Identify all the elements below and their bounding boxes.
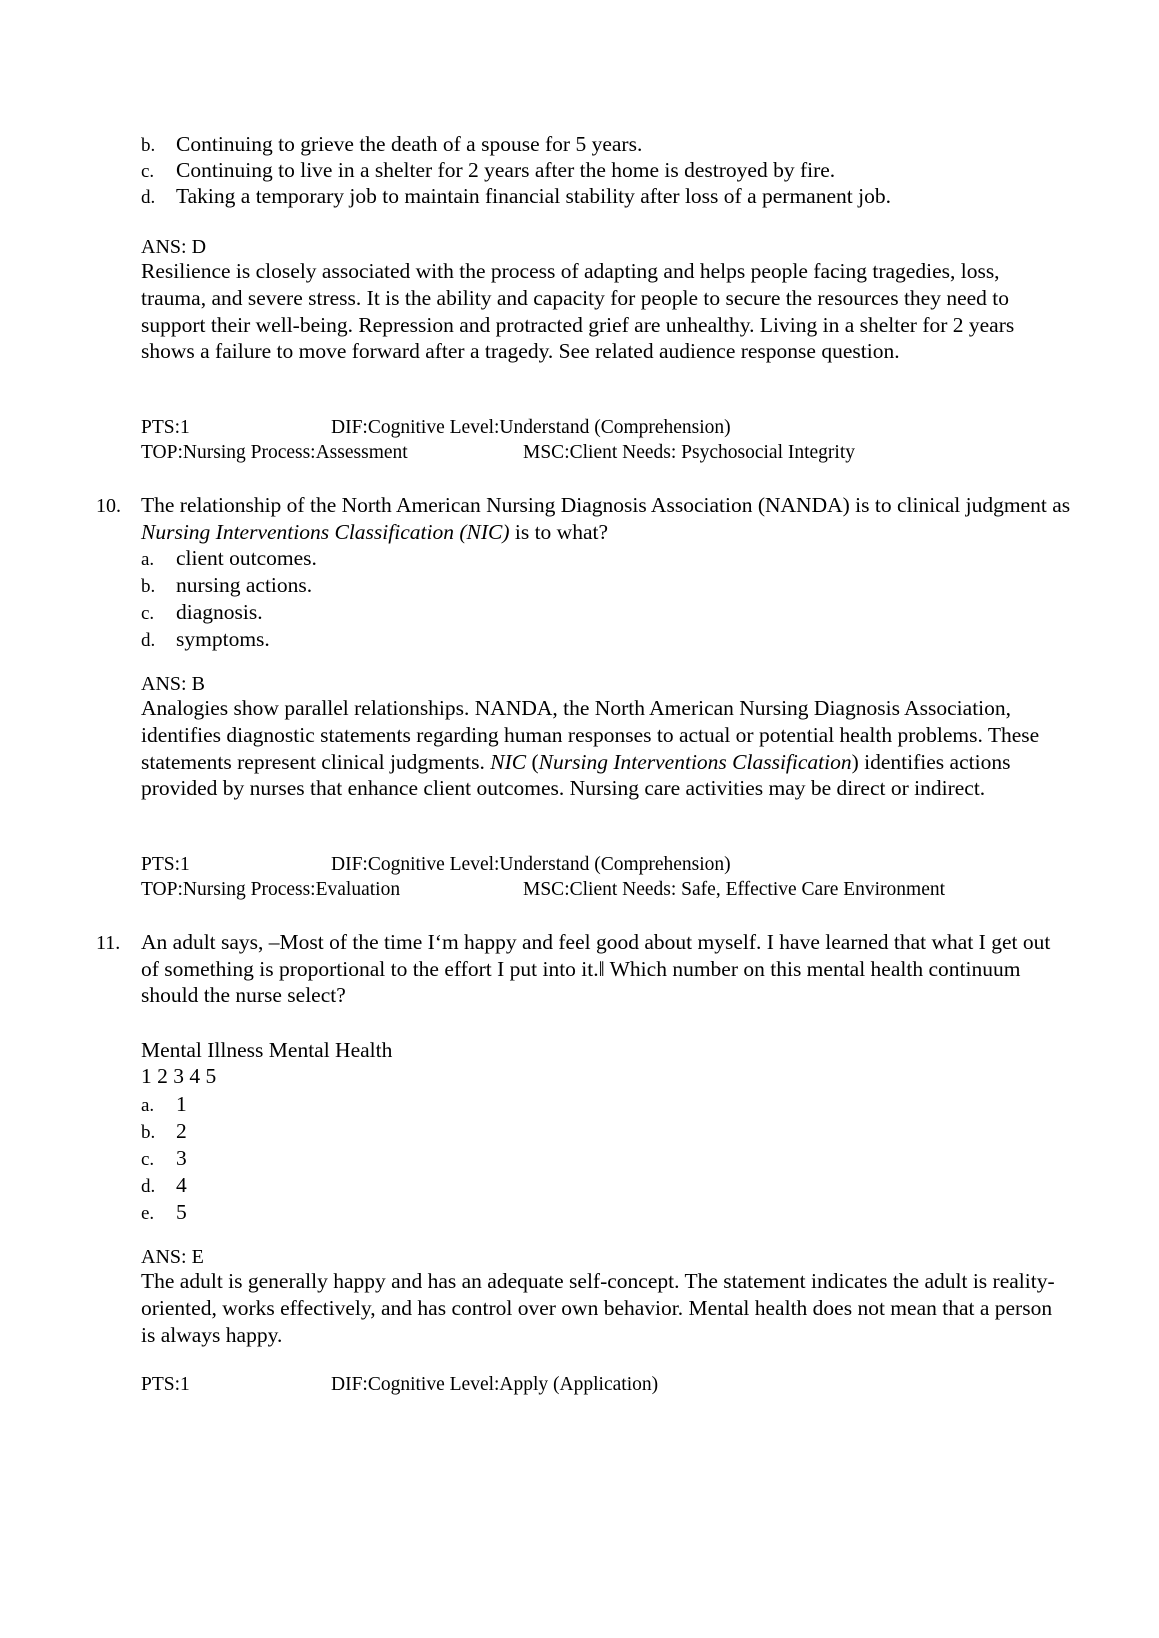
option-letter: c. xyxy=(141,603,155,624)
option-text: Continuing to grieve the death of a spouse for 5 years. xyxy=(176,132,643,156)
q10-pts: PTS:1 xyxy=(141,854,190,875)
q11-answer: ANS: E xyxy=(141,1246,204,1268)
option-letter: a. xyxy=(141,549,155,570)
q9-pts: PTS:1 xyxy=(141,417,190,438)
q9-top: TOP:Nursing Process:Assessment xyxy=(141,442,408,463)
q10-stem xyxy=(141,492,1071,545)
option-letter: e. xyxy=(141,1203,155,1224)
q10-number: 10. xyxy=(96,495,121,517)
q10-rationale-text: ( xyxy=(526,749,539,774)
q10-rationale-italic: NIC xyxy=(490,749,527,774)
q11-number: 11. xyxy=(96,932,121,954)
q9-dif: DIF:Cognitive Level:Understand (Comprehension) xyxy=(331,417,731,438)
option-letter: c. xyxy=(141,161,155,182)
option-text: Taking a temporary job to maintain financial stability after loss of a permanent job. xyxy=(176,184,891,208)
q11-dif: DIF:Cognitive Level:Apply (Application) xyxy=(331,1374,659,1395)
q10-top: TOP:Nursing Process:Evaluation xyxy=(141,879,401,900)
q10-answer: ANS: B xyxy=(141,673,205,695)
q9-option-b xyxy=(141,131,642,157)
q11-continuum-numbers: 1 2 3 4 5 xyxy=(141,1064,217,1088)
q11-rationale: The adult is generally happy and has an adequate self-concept. The statement indicates the adult is reality-oriented, works effectively, and has control over own behavior. Mental health does not mean that a person is always happy. xyxy=(141,1269,1055,1347)
option-text: 1 xyxy=(176,1092,187,1116)
q10-dif: DIF:Cognitive Level:Understand (Comprehension) xyxy=(331,854,731,875)
q10-rationale xyxy=(141,695,1061,802)
option-letter: b. xyxy=(141,576,156,597)
option-text: 5 xyxy=(176,1200,187,1224)
q9-answer: ANS: D xyxy=(141,236,207,258)
q9-rationale: Resilience is closely associated with the process of adapting and helps people facing tragedies, loss, trauma, and severe stress. It is the ability and capacity for people to secure the resources they need to support their well-being. Repression and protracted grief are unhealthy. Living in a shelter for 2 years shows a failure to move forward after a tragedy. See related audience response question. xyxy=(141,259,1015,364)
option-text: client outcomes. xyxy=(176,546,317,570)
q10-msc: MSC:Client Needs: Safe, Effective Care Environment xyxy=(523,879,946,900)
option-text: 2 xyxy=(176,1119,187,1143)
q10-option-a xyxy=(141,545,317,571)
option-text: 4 xyxy=(176,1173,187,1197)
option-letter: d. xyxy=(141,1176,156,1197)
q9-msc: MSC:Client Needs: Psychosocial Integrity xyxy=(523,442,856,463)
q11-option-c xyxy=(141,1145,187,1171)
q9-option-c xyxy=(141,157,835,183)
q10-rationale-text: Analogies show parallel relationships. NANDA, the North American Nursing Diagnosis Association, identifies diagnostic statements regarding human responses to actual or potential health problems. These statements represent clinical judgments. xyxy=(141,696,1040,774)
q11-option-d xyxy=(141,1172,187,1198)
option-letter: a. xyxy=(141,1095,155,1116)
option-text: symptoms. xyxy=(176,627,270,651)
option-letter: b. xyxy=(141,135,156,156)
option-text: nursing actions. xyxy=(176,573,313,597)
option-text: Continuing to live in a shelter for 2 years after the home is destroyed by fire. xyxy=(176,158,836,182)
q11-continuum-labels: Mental Illness Mental Health xyxy=(141,1038,393,1062)
q10-stem-italic: Nursing Interventions Classification (NIC) xyxy=(141,519,510,544)
q10-option-c xyxy=(141,599,263,625)
q11-option-a xyxy=(141,1091,187,1117)
option-letter: c. xyxy=(141,1149,155,1170)
q10-stem-text: The relationship of the North American Nursing Diagnosis Association (NANDA) is to clinical judgment as xyxy=(141,493,1071,517)
option-letter: d. xyxy=(141,187,156,208)
option-text: diagnosis. xyxy=(176,600,263,624)
q10-rationale-text: ) identifies actions provided by nurses that enhance client outcomes. Nursing care activities may be direct or indirect. xyxy=(141,749,1011,801)
q10-option-b xyxy=(141,572,312,598)
q11-option-e xyxy=(141,1199,187,1225)
option-text: 3 xyxy=(176,1146,187,1170)
q11-option-b xyxy=(141,1118,187,1144)
option-letter: b. xyxy=(141,1122,156,1143)
option-letter: d. xyxy=(141,630,156,651)
q9-option-d xyxy=(141,183,891,209)
q11-stem: An adult says, –Most of the time I‘m happy and feel good about myself. I have learned that what I get out of something is proportional to the effort I put into it.‖ Which number on this mental health continuum should the nurse select? xyxy=(141,930,1051,1007)
q11-pts: PTS:1 xyxy=(141,1374,190,1395)
q10-option-d xyxy=(141,626,270,652)
q10-stem-end: is to what? xyxy=(509,519,609,544)
q10-rationale-italic: Nursing Interventions Classification xyxy=(538,749,852,774)
